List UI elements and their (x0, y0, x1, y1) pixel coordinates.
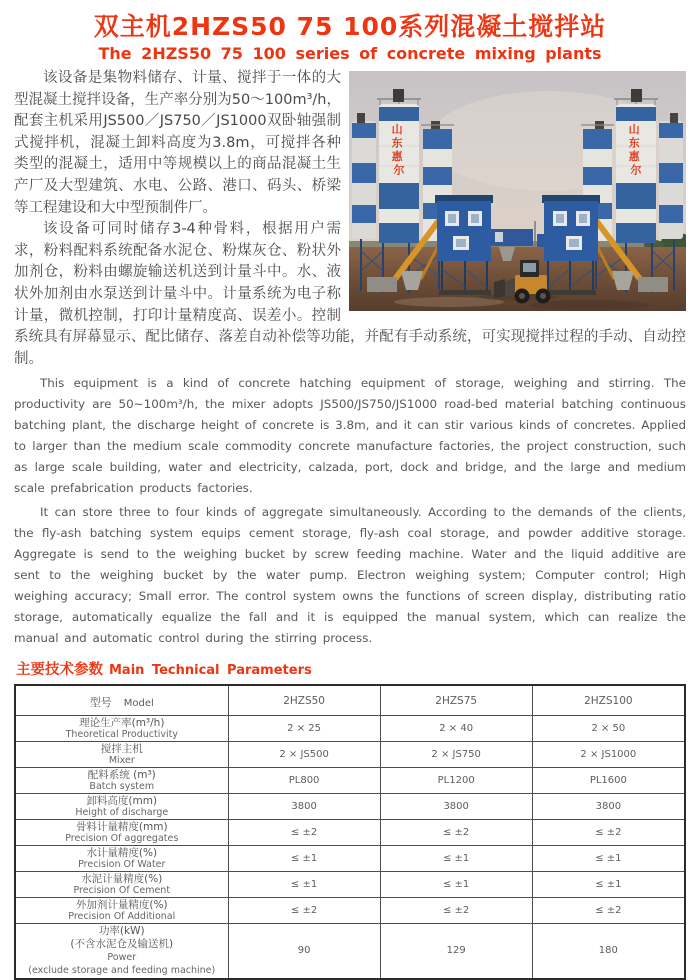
page-subtitle: The 2HZS50 75 100 series of concrete mixing plants (98, 44, 602, 63)
spec-label-cell: 功率(kW) (不含水泥仓及输送机) Power (exclude storage and feeding machine) (15, 923, 228, 979)
spec-value-cell: PL1600 (532, 767, 685, 793)
spec-value-cell: 2 × 50 (532, 715, 685, 741)
spec-value-cell: 2 × 40 (380, 715, 532, 741)
table-header-row (15, 685, 685, 715)
spec-value-cell: ≤ ±1 (228, 845, 380, 871)
plant-photo (349, 71, 686, 311)
intro-paragraph-en-2: It can store three to four kinds of aggregate simultaneously. According to the demands of the clients, the fly-ash batching system equips cement storage, fly-ash coal storage, and powder additive storage. Aggregate is send to the weighing bucket by screw feeding machine. Water and the liquid additive are sent to the weighing bucket by the water pump. Electron weighing system; Computer control; High weighing accuracy; Small error. The control system owns the functions of screen display, distributing ratio storage, automatically equalize the fall and it is equipped the manual system, which can realize the manual and automatic control during the stirring process. (14, 505, 686, 646)
section-header-cn: 主要技术参数 (16, 662, 103, 679)
page-title: 双主机2HZS50 75 100系列混凝土搅拌站 (93, 12, 607, 41)
spec-value-cell: 129 (380, 923, 532, 979)
spec-value-cell: 180 (532, 923, 685, 979)
spec-label-cell: 外加剂计量精度(%) Precision Of Additional (15, 897, 228, 923)
table-row (15, 897, 685, 923)
spec-value-cell: ≤ ±2 (228, 819, 380, 845)
spec-label-cell: 搅拌主机 Mixer (15, 741, 228, 767)
spec-value-cell: 2 × JS1000 (532, 741, 685, 767)
spec-value-cell: 2 × JS500 (228, 741, 380, 767)
table-row (15, 715, 685, 741)
spec-value-cell: ≤ ±2 (228, 897, 380, 923)
spec-value-cell: ≤ ±1 (532, 871, 685, 897)
spec-label-cell: 水泥计量精度(%) Precision Of Cement (15, 871, 228, 897)
spec-value-cell: ≤ ±2 (532, 819, 685, 845)
spec-label-cell: 卸料高度(mm) Height of discharge (15, 793, 228, 819)
table-row (15, 923, 685, 979)
intro-section (14, 68, 686, 649)
intro-paragraph-cn-2: 该设备可同时储存3-4种骨料，根据用户需求，粉料配料系统配备水泥仓、粉煤灰仓、粉状外加剂仓，粉料由螺旋输送机送到计量斗中。水、液状外加剂由水泵送到计量斗中。计量系统为电子称计量，微机控制，打印计量精度高、误差小。控制系统具有屏幕显示、配比储存、落差自动补偿等功能，并配有手动系统，可实现搅拌过程的手动、自动控制。 (14, 221, 686, 367)
table-row (15, 793, 685, 819)
section-header-en: Main Technical Parameters (109, 663, 312, 679)
model-name-cell: 2HZS75 (380, 685, 532, 715)
intro-paragraph-en-1: This equipment is a kind of concrete hatching equipment of storage, weighing and stirring. The productivity are 50~100m³/h, the mixer adopts JS500/JS750/JS1000 road-bed material batching continuous batching plant, the discharge height of concrete is 3.8m, and it can stir various kinds of concretes. Applied to larger than the medium scale commodity concrete manufacture factories, the project construction, such as large scale building, water and electricity, calzada, port, dock and bridge, and the large and medium scale prefabrication products factories. (14, 376, 686, 496)
table-row (15, 741, 685, 767)
table-row (15, 871, 685, 897)
spec-value-cell: 2 × 25 (228, 715, 380, 741)
spec-value-cell: 90 (228, 923, 380, 979)
model-name-cell: 2HZS50 (228, 685, 380, 715)
spec-value-cell: ≤ ±2 (532, 897, 685, 923)
table-row (15, 819, 685, 845)
table-row (15, 767, 685, 793)
silo-brand-label-right: 山 东 惠 尔 (628, 123, 642, 177)
spec-value-cell: ≤ ±2 (380, 897, 532, 923)
spec-value-cell: 3800 (228, 793, 380, 819)
spec-value-cell: ≤ ±1 (380, 871, 532, 897)
spec-value-cell: 3800 (532, 793, 685, 819)
model-header-cell: 型号 Model (15, 685, 228, 715)
spec-value-cell: PL1200 (380, 767, 532, 793)
spec-value-cell: 2 × JS750 (380, 741, 532, 767)
spec-value-cell: ≤ ±1 (228, 871, 380, 897)
technical-parameters-table (14, 684, 686, 980)
spec-value-cell: ≤ ±2 (380, 819, 532, 845)
spec-value-cell: PL800 (228, 767, 380, 793)
silo-brand-label-left: 山 东 惠 尔 (391, 123, 405, 177)
spec-label-cell: 配料系统 (m³) Batch system (15, 767, 228, 793)
section-header (16, 658, 686, 679)
spec-label-cell: 水计量精度(%) Precision Of Water (15, 845, 228, 871)
spec-label-cell: 骨料计量精度(mm) Precision Of aggregates (15, 819, 228, 845)
model-name-cell: 2HZS100 (532, 685, 685, 715)
spec-value-cell: ≤ ±1 (380, 845, 532, 871)
spec-label-cell: 理论生产率(m³/h) Theoretical Productivity (15, 715, 228, 741)
intro-paragraph-cn-1: 该设备是集物料储存、计量、搅拌于一体的大型混凝土搅拌设备，生产率分别为50～100m³/h，配套主机采用JS500／JS750／JS1000双卧轴强制式搅拌机，混凝土卸料高度为3.8m，可搅拌各种类型的混凝土，适用中等规模以上的商品混凝土生产厂及大型建筑、水电、公路、港口、码头、桥梁等工程建设和大中型预制件厂。 (14, 70, 341, 216)
table-row (15, 845, 685, 871)
spec-value-cell: ≤ ±1 (532, 845, 685, 871)
spec-value-cell: 3800 (380, 793, 532, 819)
